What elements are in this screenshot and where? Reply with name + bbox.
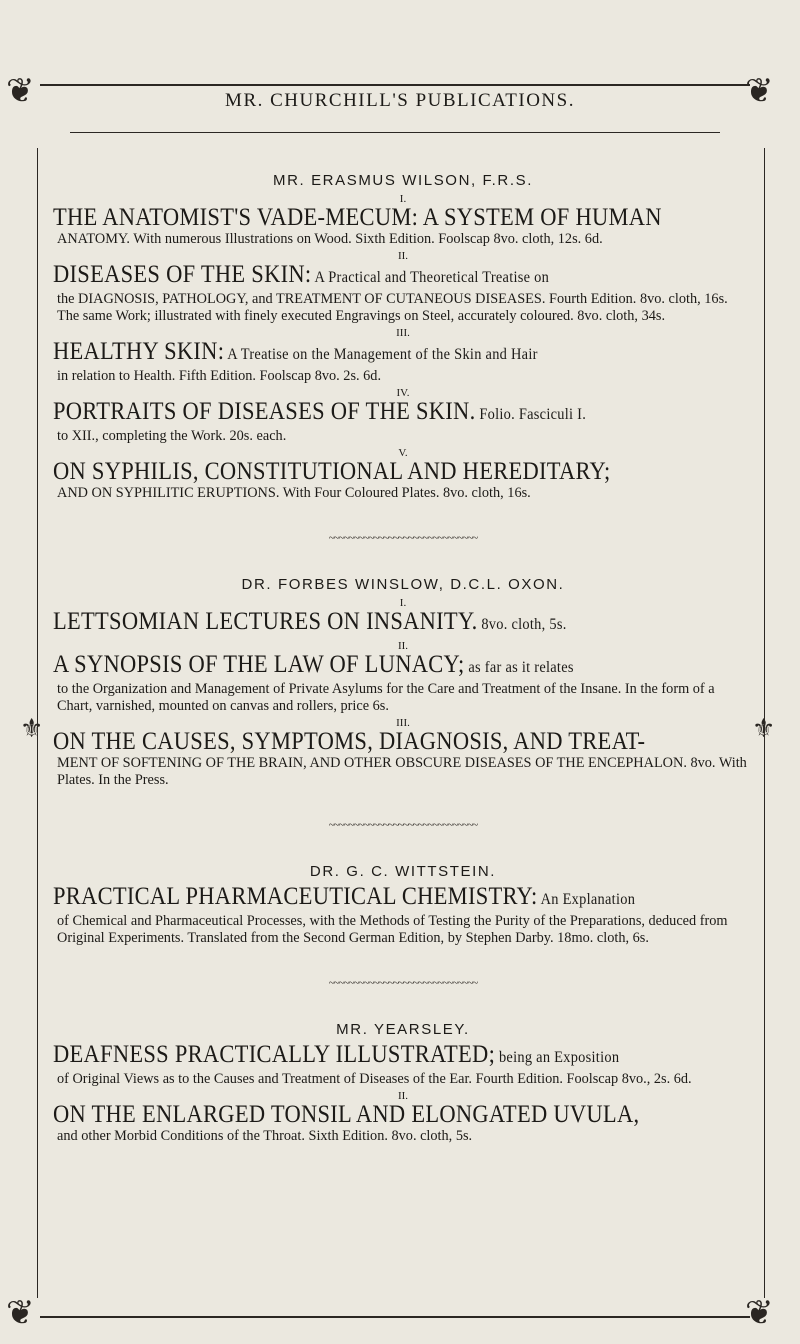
- publication-entry: [53, 339, 753, 385]
- publication-title: [53, 1102, 683, 1128]
- publication-title-text: A SYNOPSIS OF THE LAW OF LUNACY;: [53, 651, 465, 678]
- author-heading: MR. ERASMUS WILSON, F.R.S.: [273, 172, 533, 189]
- corner-ornament-top-right: ❦: [745, 71, 774, 111]
- publication-description: to XII., completing the Work. 20s. each.: [57, 428, 287, 444]
- publication-title: [53, 262, 683, 291]
- publication-description: of Original Views as to the Causes and Treatment of Diseases of the Ear. Fourth Edition. Foolscap 8vo., 2s. 6d.: [57, 1071, 692, 1087]
- author-heading: DR. FORBES WINSLOW, D.C.L. OXON.: [241, 576, 565, 593]
- side-ornament-left: ⚜: [20, 714, 44, 744]
- top-border-rule: [40, 84, 750, 86]
- publication-description: the DIAGNOSIS, PATHOLOGY, and TREATMENT OF CUTANEOUS DISEASES. Fourth Edition. 8vo. cloth, 16s. The same Work; illustrated with finely executed Engravings on Steel, accurately coloured. 8vo. cloth, 34s.: [57, 291, 728, 324]
- entry-numeral: I.: [399, 193, 407, 205]
- publication-list: [53, 172, 753, 1145]
- author-section: [53, 1021, 753, 1145]
- page-header: MR. CHURCHILL'S PUBLICATIONS.: [225, 90, 575, 111]
- publication-description: in relation to Health. Fifth Edition. Foolscap 8vo. 2s. 6d.: [57, 368, 382, 384]
- publication-title-tail: A Treatise on the Management of the Skin and Hair: [224, 346, 538, 363]
- publication-title: [53, 399, 683, 428]
- corner-ornament-bottom-right: ❦: [745, 1293, 774, 1333]
- publication-entry: [53, 262, 753, 325]
- publication-entry: [53, 729, 753, 789]
- author-section: [53, 172, 753, 544]
- right-border-rule: [764, 148, 765, 1298]
- publication-entry: [53, 884, 753, 947]
- entry-numeral: III.: [396, 717, 410, 729]
- publication-title-tail: Folio. Fasciculi I.: [475, 406, 587, 423]
- publication-title-tail: as far as it relates: [464, 659, 574, 676]
- author-heading: DR. G. C. WITTSTEIN.: [309, 863, 497, 880]
- publication-title: [53, 1042, 683, 1071]
- publication-title-text: DISEASES OF THE SKIN:: [53, 261, 312, 288]
- publication-title: [53, 884, 683, 913]
- publication-title: [53, 609, 683, 638]
- publication-description: MENT OF SOFTENING OF THE BRAIN, AND OTHER OBSCURE DISEASES OF THE ENCEPHALON. 8vo. With Plates. In the Press.: [57, 755, 747, 788]
- publication-title: [53, 339, 683, 368]
- publication-title-text: ON THE ENLARGED TONSIL AND ELONGATED UVULA,: [53, 1101, 640, 1128]
- publication-entry: [53, 1042, 753, 1088]
- entry-numeral: III.: [396, 327, 410, 339]
- publication-title-text: DEAFNESS PRACTICALLY ILLUSTRATED;: [53, 1041, 496, 1068]
- publication-title-tail: A Practical and Theoretical Treatise on: [311, 269, 550, 286]
- publication-entry: [53, 399, 753, 445]
- publication-title-text: PRACTICAL PHARMACEUTICAL CHEMISTRY:: [53, 883, 538, 910]
- section-divider: ~~~~~~~~~~~~~~~~~~~~~~~~~~~~~~: [328, 819, 478, 831]
- publication-entry: [53, 205, 753, 248]
- section-divider: ~~~~~~~~~~~~~~~~~~~~~~~~~~~~~~: [328, 977, 478, 989]
- entry-numeral: IV.: [396, 387, 410, 399]
- publication-title: [53, 729, 683, 755]
- publication-entry: [53, 459, 753, 502]
- publication-title: [53, 205, 683, 231]
- entry-numeral: V.: [398, 447, 408, 459]
- bottom-border-rule: [40, 1316, 750, 1318]
- header-rule: [70, 132, 720, 133]
- author-heading: MR. YEARSLEY.: [336, 1021, 470, 1038]
- publication-title-text: LETTSOMIAN LECTURES ON INSANITY.: [53, 608, 478, 635]
- publication-title: [53, 459, 683, 485]
- publication-description: of Chemical and Pharmaceutical Processes, with the Methods of Testing the Purity of the Preparations, deduced from Original Experiments. Translated from the Second German Edition, by Stephen Darby. 18mo. cloth, 6s.: [57, 913, 728, 946]
- publication-title-tail: An Explanation: [537, 891, 636, 908]
- publication-description: ANATOMY. With numerous Illustrations on Wood. Sixth Edition. Foolscap 8vo. cloth, 12s. 6d.: [57, 231, 603, 247]
- left-border-rule: [37, 148, 38, 1298]
- entry-numeral: I.: [399, 597, 407, 609]
- publication-title: [53, 652, 683, 681]
- publication-description: and other Morbid Conditions of the Throat. Sixth Edition. 8vo. cloth, 5s.: [57, 1128, 473, 1144]
- publication-entry: [53, 609, 753, 638]
- publication-title-text: THE ANATOMIST'S VADE-MECUM: A SYSTEM OF HUMAN: [53, 204, 662, 231]
- publication-title-text: ON SYPHILIS, CONSTITUTIONAL AND HEREDITARY;: [53, 458, 611, 485]
- corner-ornament-top-left: ❦: [6, 71, 35, 111]
- corner-ornament-bottom-left: ❦: [6, 1293, 35, 1333]
- publication-title-text: PORTRAITS OF DISEASES OF THE SKIN.: [53, 398, 476, 425]
- publication-description: AND ON SYPHILITIC ERUPTIONS. With Four Coloured Plates. 8vo. cloth, 16s.: [57, 485, 531, 501]
- side-ornament-right: ⚜: [752, 714, 776, 744]
- publication-description: to the Organization and Management of Private Asylums for the Care and Treatment of the Insane. In the form of a Chart, varnished, mounted on canvas and rollers, price 6s.: [57, 681, 715, 714]
- entry-numeral: II.: [397, 250, 409, 262]
- publication-title-text: ON THE CAUSES, SYMPTOMS, DIAGNOSIS, AND TREAT-: [53, 728, 646, 755]
- author-section: [53, 863, 753, 989]
- section-divider: ~~~~~~~~~~~~~~~~~~~~~~~~~~~~~~: [328, 532, 478, 544]
- publication-title-text: HEALTHY SKIN:: [53, 338, 225, 365]
- publication-title-tail: 8vo. cloth, 5s.: [477, 616, 567, 633]
- author-section: [53, 576, 753, 831]
- entry-numeral: II.: [397, 1090, 409, 1102]
- publication-entry: [53, 652, 753, 715]
- publication-title-tail: being an Exposition: [495, 1049, 620, 1066]
- publication-entry: [53, 1102, 753, 1145]
- entry-numeral: II.: [397, 640, 409, 652]
